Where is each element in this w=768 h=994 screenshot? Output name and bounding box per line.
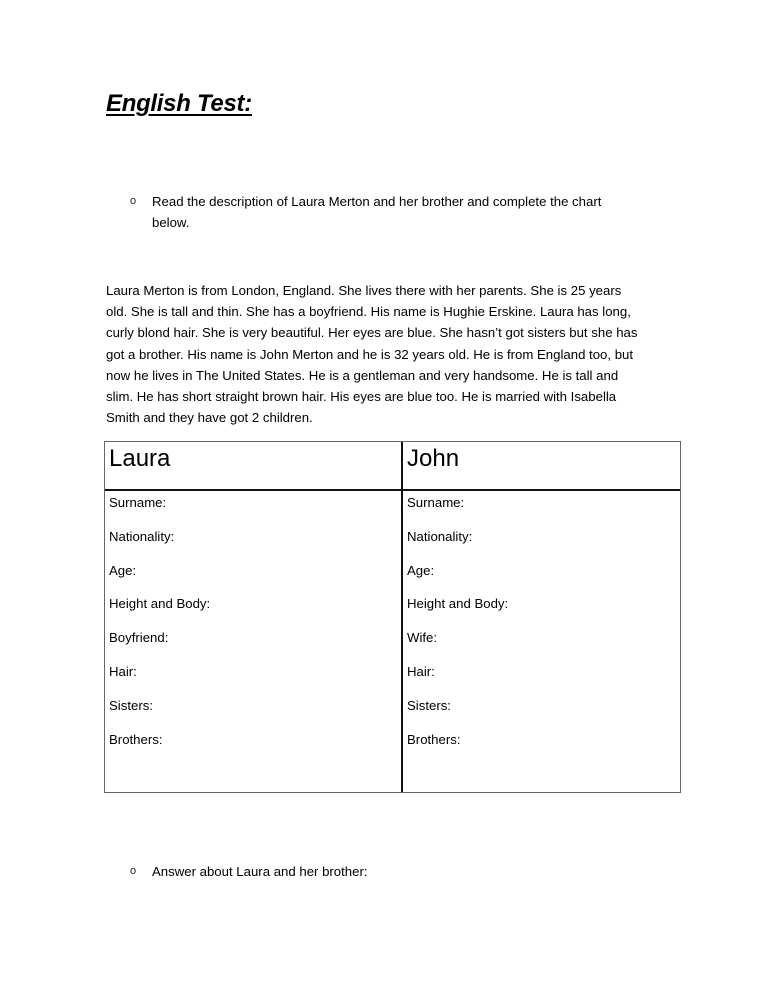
field-brothers[interactable]: Brothers: <box>109 731 163 747</box>
field-hair[interactable]: Hair: <box>407 663 435 679</box>
bullet-circle-icon: o <box>130 865 137 877</box>
header-divider <box>105 489 680 491</box>
field-list <box>407 494 508 764</box>
field-age[interactable]: Age: <box>407 562 435 578</box>
field-wife[interactable]: Wife: <box>407 630 438 646</box>
chart-column-john <box>403 442 681 792</box>
instruction-item <box>130 861 642 882</box>
field-surname[interactable]: Surname: <box>407 495 465 510</box>
field-hair[interactable]: Hair: <box>109 663 137 679</box>
field-brothers[interactable]: Brothers: <box>407 731 461 747</box>
field-nationality[interactable]: Nationality: <box>407 528 473 544</box>
column-header: Laura <box>109 445 171 472</box>
field-sisters[interactable]: Sisters: <box>407 697 451 713</box>
instruction-text: Answer about Laura and her brother: <box>152 864 368 879</box>
field-age[interactable]: Age: <box>109 562 137 578</box>
completion-chart <box>104 441 681 793</box>
field-nationality[interactable]: Nationality: <box>109 528 175 544</box>
page-title: English Test: <box>106 90 252 117</box>
field-sisters[interactable]: Sisters: <box>109 697 153 713</box>
field-list <box>109 494 210 764</box>
instruction-text: Read the description of Laura Merton and her brother and complete the chart below. <box>152 194 602 230</box>
column-header: John <box>407 445 460 472</box>
bullet-circle-icon: o <box>130 195 137 207</box>
field-surname[interactable]: Surname: <box>109 495 167 510</box>
field-height-body[interactable]: Height and Body: <box>109 596 211 612</box>
field-height-body[interactable]: Height and Body: <box>407 596 509 612</box>
reading-passage: Laura Merton is from London, England. She lives there with her parents. She is 25 years old. She is tall and thin. She has a boyfriend. His name is Hughie Erskine. Laura has long, curly blond hair. She is very beautiful. Her eyes are blue. She hasn’t got sisters but she has got a brother. His name is John Merton and he is 32 years old. He is from England too, but now he lives in The United States. He is a gentleman and very handsome. He is tall and slim. He has short straight brown hair. His eyes are blue too. He is married with Isabella Smith and they have got 2 children. <box>106 283 638 426</box>
field-boyfriend[interactable]: Boyfriend: <box>109 630 169 646</box>
chart-column-laura <box>105 442 401 792</box>
instruction-item <box>130 191 642 233</box>
